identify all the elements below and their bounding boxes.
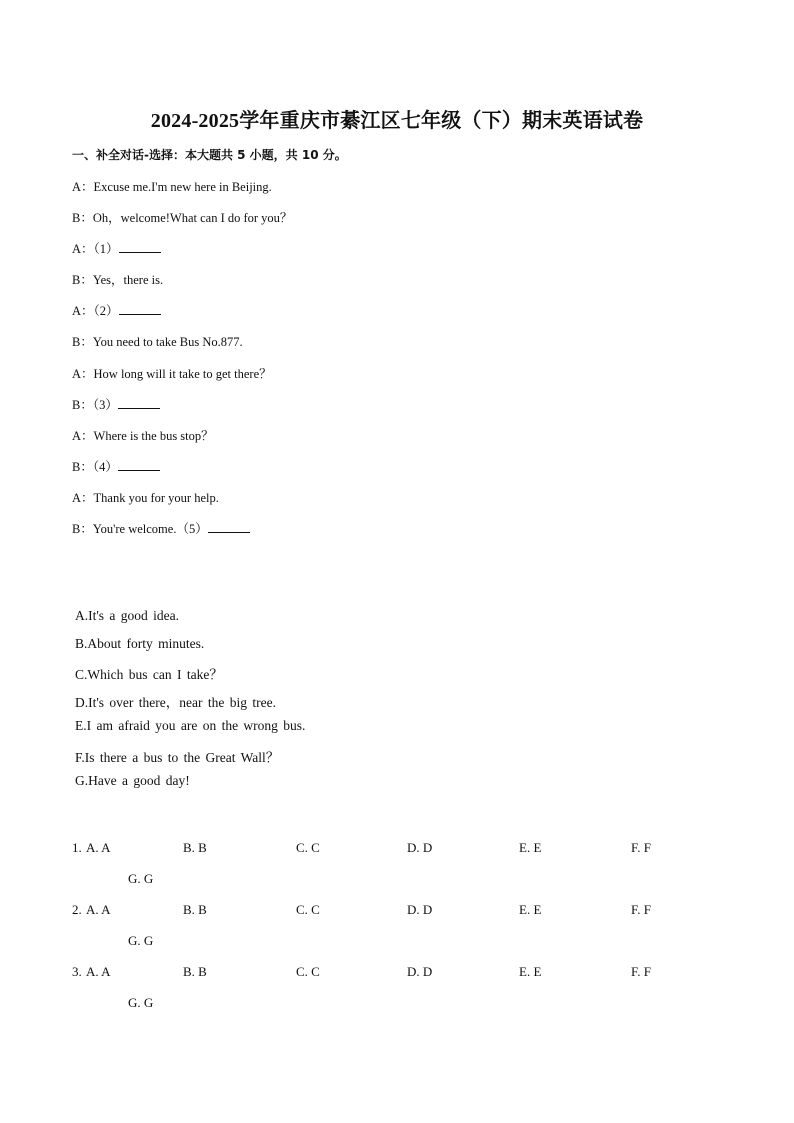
- dialogue-line: [72, 177, 272, 195]
- answer-blank[interactable]: [208, 521, 250, 533]
- speaker-label: A：: [72, 429, 94, 443]
- dialogue-line: [72, 395, 160, 413]
- dialogue-text: You need to take Bus No.877.: [92, 335, 243, 349]
- speaker-label: A：: [72, 304, 94, 318]
- answer-blank[interactable]: [118, 459, 160, 471]
- option-item: E.I am afraid you are on the wrong bus.: [75, 718, 306, 733]
- choice-d[interactable]: D. D: [407, 840, 433, 855]
- choice-b[interactable]: B. B: [183, 902, 207, 917]
- speaker-label: B：: [72, 335, 93, 349]
- choice-g[interactable]: G. G: [128, 995, 154, 1010]
- dialogue-text: （3）: [92, 398, 118, 412]
- choice-c[interactable]: C. C: [296, 902, 320, 917]
- answer-blank[interactable]: [119, 303, 161, 315]
- speaker-label: B：: [72, 211, 93, 225]
- speaker-label: A：: [72, 180, 94, 194]
- question-number: 3.: [72, 964, 82, 979]
- choice-d[interactable]: D. D: [407, 964, 433, 979]
- dialogue-text: Oh，welcome!What can I do for you？: [92, 211, 293, 225]
- speaker-label: B：: [72, 273, 93, 287]
- option-item: C.Which bus can I take？: [75, 667, 223, 682]
- dialogue-text: You're welcome.（5）: [92, 522, 208, 536]
- choice-e[interactable]: E. E: [519, 902, 542, 917]
- speaker-label: A：: [72, 491, 94, 505]
- dialogue-line: [72, 270, 163, 288]
- speaker-label: B：: [72, 398, 93, 412]
- choice-g[interactable]: G. G: [128, 871, 154, 886]
- choice-e[interactable]: E. E: [519, 964, 542, 979]
- choice-c[interactable]: C. C: [296, 964, 320, 979]
- dialogue-text: How long will it take to get there？: [93, 367, 272, 381]
- choice-b[interactable]: B. B: [183, 964, 207, 979]
- speaker-label: B：: [72, 522, 93, 536]
- choice-a[interactable]: A. A: [86, 964, 111, 979]
- section-heading: 一、补全对话-选择：本大题共 5 小题，共 10 分。: [72, 148, 347, 162]
- dialogue-line: [72, 301, 161, 319]
- answer-blank[interactable]: [118, 397, 160, 409]
- speaker-label: A：: [72, 367, 94, 381]
- choice-f[interactable]: F. F: [631, 964, 651, 979]
- page-title: 2024-2025学年重庆市綦江区七年级（下）期末英语试卷: [150, 110, 644, 132]
- dialogue-text: （2）: [93, 304, 119, 318]
- dialogue-text: Yes，there is.: [92, 273, 164, 287]
- choice-f[interactable]: F. F: [631, 840, 651, 855]
- dialogue-line: [72, 457, 160, 475]
- choice-b[interactable]: B. B: [183, 840, 207, 855]
- option-item: A.It's a good idea.: [75, 608, 180, 623]
- choice-c[interactable]: C. C: [296, 840, 320, 855]
- dialogue-text: Thank you for your help.: [93, 491, 219, 505]
- speaker-label: B：: [72, 460, 93, 474]
- speaker-label: A：: [72, 242, 94, 256]
- dialogue-line: [72, 364, 272, 382]
- choice-a[interactable]: A. A: [86, 902, 111, 917]
- question-number: 2.: [72, 902, 82, 917]
- dialogue-text: Excuse me.I'm new here in Beijing.: [93, 180, 272, 194]
- dialogue-text: （4）: [92, 460, 118, 474]
- choice-d[interactable]: D. D: [407, 902, 433, 917]
- dialogue-text: （1）: [93, 242, 119, 256]
- dialogue-line: [72, 488, 219, 506]
- dialogue-line: [72, 426, 214, 444]
- dialogue-text: Where is the bus stop？: [93, 429, 214, 443]
- answer-blank[interactable]: [119, 241, 161, 253]
- option-item: F.Is there a bus to the Great Wall？: [75, 750, 280, 765]
- dialogue-line: [72, 208, 292, 226]
- dialogue-line: [72, 519, 250, 537]
- dialogue-line: [72, 239, 161, 257]
- option-item: G.Have a good day!: [75, 773, 190, 788]
- choice-g[interactable]: G. G: [128, 933, 154, 948]
- dialogue-line: [72, 332, 243, 350]
- option-item: B.About forty minutes.: [75, 636, 205, 651]
- choice-f[interactable]: F. F: [631, 902, 651, 917]
- choice-e[interactable]: E. E: [519, 840, 542, 855]
- choice-a[interactable]: A. A: [86, 840, 111, 855]
- option-item: D.It's over there，near the big tree.: [75, 695, 276, 710]
- question-number: 1.: [72, 840, 82, 855]
